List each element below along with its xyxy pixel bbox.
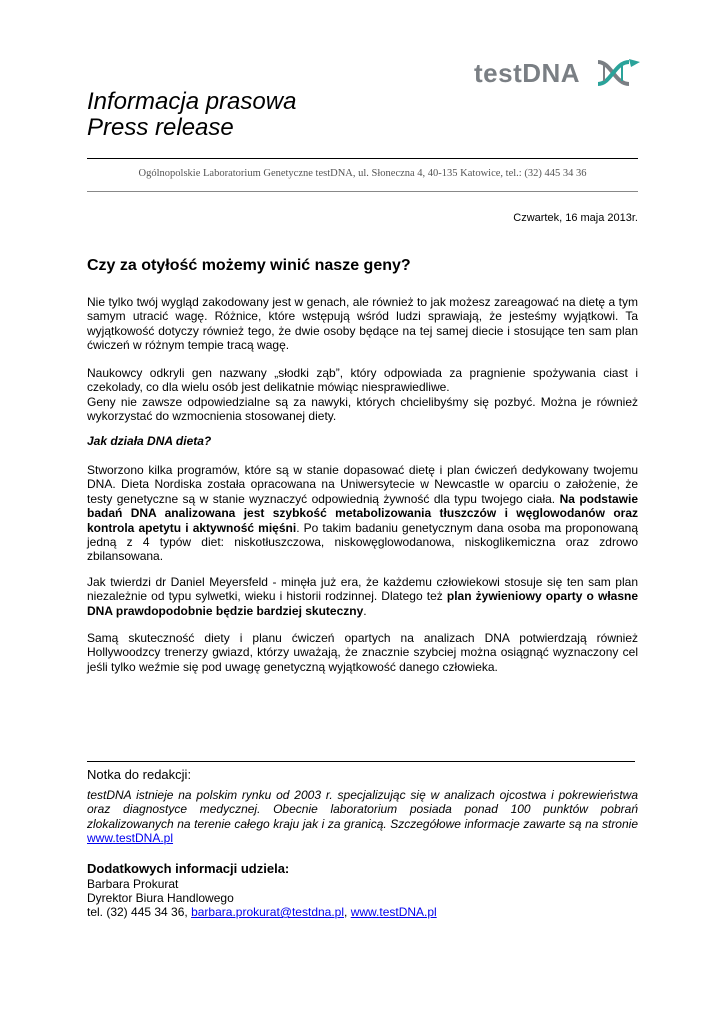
contact-phone: tel. (32) 445 34 36, xyxy=(87,905,192,919)
address-divider xyxy=(87,191,638,192)
contact-name: Barbara Prokurat xyxy=(87,877,179,891)
note-body xyxy=(87,788,638,846)
title-english: Press release xyxy=(87,114,234,141)
paragraph-3-start: Stworzono kilka programów, które są w stanie dopasować dietę i plan ćwiczeń dedykowany twojemu DNA. Dieta Nordiska została opracowana na Uniwersytecie w Newcastle w oparciu o założenie, że testy genetyczne są w stanie wyznaczyć odpowiednią żywność dla typu twojego ciała. xyxy=(87,463,638,506)
contact-title: Dodatkowych informacji udziela: xyxy=(87,861,290,876)
testdna-logo xyxy=(474,56,649,92)
paragraph-3 xyxy=(87,463,638,564)
release-date: Czwartek, 16 maja 2013r. xyxy=(513,212,638,224)
dna-helix-icon xyxy=(595,58,641,88)
note-body-text: testDNA istnieje na polskim rynku od 2003 r. specjalizując się w analizach ojcostwa i pokrewieństwa oraz diagnostyce medycznej. Obecnie laboratorium posiada ponad 100 punktów pobrań zlokalizowanych na terenie całego kraju jak i za granicą. Szczegółowe informacje zawarte są na stronie xyxy=(87,788,638,831)
paragraph-2 xyxy=(87,366,638,424)
paragraph-5-text: Samą skuteczność diety i planu ćwiczeń opartych na analizach DNA potwierdzają również Hollywoodzcy trenerzy gwiazd, którzy uważają, że znacznie szybciej można osiągnąć wyznaczony cel jeśli tylko weźmie się pod uwagę genetyczną wyjątkowość danego człowieka. xyxy=(87,631,638,674)
paragraph-3-bold: Na podstawie badań DNA analizowana jest szybkość metabolizowania tłuszczów i węglowodanów oraz kontrola apetytu i aktywność mięśni xyxy=(87,491,638,535)
paragraph-4 xyxy=(87,575,638,618)
paragraph-4-end: . xyxy=(363,603,367,618)
laboratory-address: Ogólnopolskie Laboratorium Genetyczne testDNA, ul. Słoneczna 4, 40-135 Katowice, tel.: (32) 445 34 36 xyxy=(138,168,587,179)
note-website-link[interactable]: www.testDNA.pl xyxy=(87,831,174,846)
paragraph-5 xyxy=(87,631,638,674)
header-divider xyxy=(87,158,638,159)
paragraph-1-text: Nie tylko twój wygląd zakodowany jest w genach, ale również to jak możesz zareagować na dietę a tym samym utracić wagę. Różnice, które wstępują wśród ludzi sprawiają, że jesteśmy wyjątkowi. Ta wyjątkowość dotyczy również tego, że dwie osoby będące na tej samej diecie i stosujące ten sam plan ćwiczeń w różnym tempie tracą wagę. xyxy=(87,295,638,353)
article-heading: Czy za otyłość możemy winić nasze geny? xyxy=(87,257,411,274)
note-title: Notka do redakcji: xyxy=(87,767,192,782)
contact-separator: , xyxy=(344,905,351,919)
logo-text: testDNA xyxy=(474,58,581,88)
paragraph-4-bold: plan żywieniowy oparty o własne DNA prawdopodobnie będzie bardziej skuteczny xyxy=(87,589,639,618)
contact-role: Dyrektor Biura Handlowego xyxy=(87,891,234,905)
contact-email-link[interactable]: barbara.prokurat@testdna.pl xyxy=(191,905,345,919)
contact-website-link[interactable]: www.testDNA.pl xyxy=(350,905,437,919)
paragraph-4-start: Jak twierdzi dr Daniel Meyersfeld - minęła już era, że każdemu człowiekowi stosuje się ten sam plan niezależnie od typu sylwetki, wieku i historii rodzinnej. Dlatego też xyxy=(87,575,638,604)
contact-details xyxy=(87,905,437,919)
subheading: Jak działa DNA dieta? xyxy=(87,434,212,448)
paragraph-2b-text: Geny nie zawsze odpowiedzialne są za nawyki, których chcielibyśmy się pozbyć. Można je również wykorzystać do wzmocnienia stosowanej diety. xyxy=(87,394,638,424)
paragraph-1 xyxy=(87,295,638,353)
footer-divider xyxy=(87,761,635,762)
title-polish: Informacja prasowa xyxy=(87,88,297,115)
paragraph-2a-text: Naukowcy odkryli gen nazwany „słodki ząb”, który odpowiada za pragnienie spożywania ciast i czekolady, co dla wielu osób jest delikatnie mówiąc niesprawiedliwe. xyxy=(87,366,638,395)
paragraph-3-end: . Po takim badaniu genetycznym dana osoba ma proponowaną jedną z 4 typów diet: niskotłuszczowa, niskowęglowodanowa, niskoglikemiczna oraz zdrowo zbilansowana. xyxy=(87,520,638,564)
